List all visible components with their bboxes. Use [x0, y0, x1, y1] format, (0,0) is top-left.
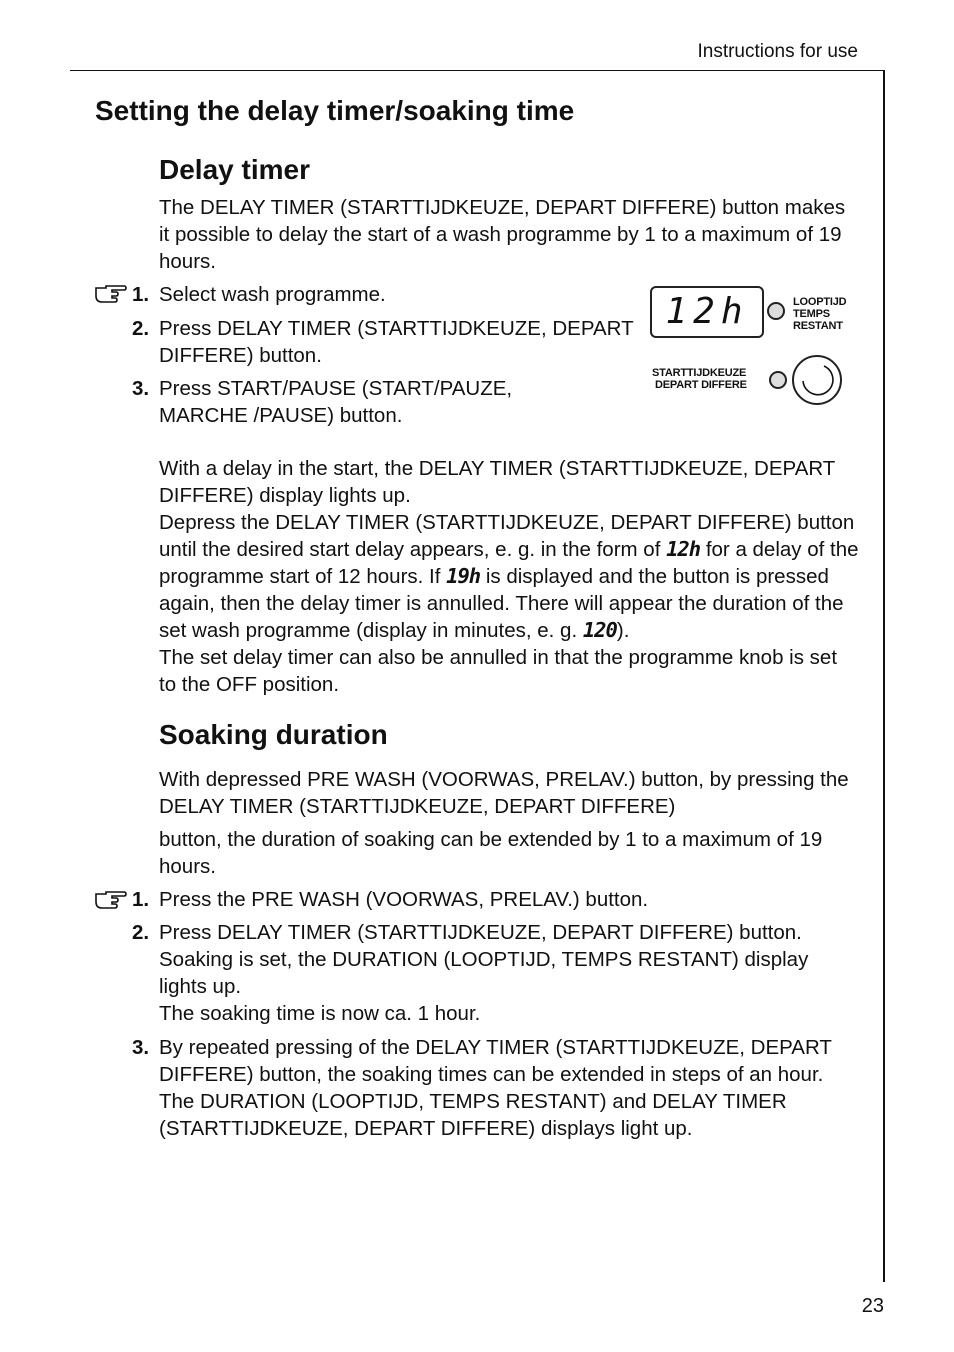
delay-depress-paragraph	[159, 509, 859, 644]
control-panel-illustration	[650, 284, 865, 409]
step-text: Press DELAY TIMER (STARTTIJDKEUZE, DEPART	[159, 317, 634, 340]
delay-display-paragraph: With a delay in the start, the DELAY TIMER (STARTTIJDKEUZE, DEPART DIFFERE) display lights up.	[159, 457, 835, 507]
step-number: 1.	[132, 283, 150, 306]
step-text: Select wash programme.	[159, 283, 386, 306]
step-text: DIFFERE) button.	[159, 344, 322, 367]
text-run: is displayed and the button is pressed again, then the delay timer is annulled. There will appear the duration of the set wash programme (display in minutes, e. g.	[159, 565, 844, 642]
margin-rule	[883, 70, 885, 1282]
delay-timer-button	[792, 355, 842, 405]
step-number: 1.	[132, 888, 150, 911]
button-arc-icon	[794, 357, 840, 403]
step-number: 3.	[132, 1036, 150, 1059]
delay-timer-heading: Delay timer	[159, 154, 310, 185]
step-number: 2.	[132, 317, 150, 340]
step-text: Soaking is set, the DURATION (LOOPTIJD, TEMPS RESTANT) display lights up.	[159, 948, 809, 998]
segment-display-19h: 19h	[446, 564, 481, 588]
soaking-intro: With depressed PRE WASH (VOORWAS, PRELAV.) button, by pressing the DELAY TIMER (STARTTIJDKEUZE, DEPART DIFFERE)	[159, 768, 849, 818]
step-number: 3.	[132, 377, 150, 400]
step-text: By repeated pressing of the DELAY TIMER (STARTTIJDKEUZE, DEPART DIFFERE) button, the soaking times can be extended in steps of an hour. The DURATION (LOOPTIJD, TEMPS RESTANT) and DELAY TIMER (STARTTIJDKEUZE, DEPART DIFFERE) displays light up.	[159, 1036, 832, 1140]
step-text: MARCHE /PAUSE) button.	[159, 404, 403, 427]
segment-display-120: 120	[582, 618, 617, 642]
text-run: ).	[616, 619, 630, 642]
text-run: for a delay of the programme start of 12 hours. If	[159, 538, 859, 588]
segment-display-12h: 12h	[666, 537, 701, 561]
pointing-hand-icon	[94, 282, 128, 304]
display-readout: 12h	[665, 291, 749, 332]
step-text: Press START/PAUSE (START/PAUZE,	[159, 377, 513, 400]
delay-indicator-light	[769, 371, 787, 389]
header-rule	[70, 70, 885, 71]
soaking-intro-continued: button, the duration of soaking can be extended by 1 to a maximum of 19 hours.	[159, 828, 823, 878]
duration-indicator-light	[767, 302, 785, 320]
pointing-hand-icon	[94, 888, 128, 910]
step-number: 2.	[132, 921, 150, 944]
step-text: The soaking time is now ca. 1 hour.	[159, 1002, 481, 1025]
delay-annul-paragraph: The set delay timer can also be annulled in that the programme knob is set to the OFF position.	[159, 646, 838, 696]
soaking-heading: Soaking duration	[159, 719, 388, 750]
duration-label: RESTANT	[793, 320, 843, 332]
delay-label: STARTTIJDKEUZE	[652, 367, 747, 379]
duration-label: TEMPS	[793, 308, 830, 320]
page-number: 23	[861, 1295, 884, 1317]
delay-timer-intro: The DELAY TIMER (STARTTIJDKEUZE, DEPART DIFFERE) button makes it possible to delay the start of a wash programme by 1 to a maximum of 19 hours.	[159, 196, 846, 273]
running-header: Instructions for use	[697, 41, 858, 62]
text-run: Depress the DELAY TIMER (STARTTIJDKEUZE, DEPART DIFFERE) button until the desired start delay appears, e. g. in the form of	[159, 511, 855, 561]
step-text: Press DELAY TIMER (STARTTIJDKEUZE, DEPART DIFFERE) button.	[159, 921, 802, 944]
step-text: Press the PRE WASH (VOORWAS, PRELAV.) button.	[159, 888, 649, 911]
page-title: Setting the delay timer/soaking time	[95, 95, 575, 126]
duration-label: LOOPTIJD	[793, 296, 847, 308]
timer-display	[650, 286, 764, 338]
delay-label: DEPART DIFFERE	[655, 379, 747, 391]
